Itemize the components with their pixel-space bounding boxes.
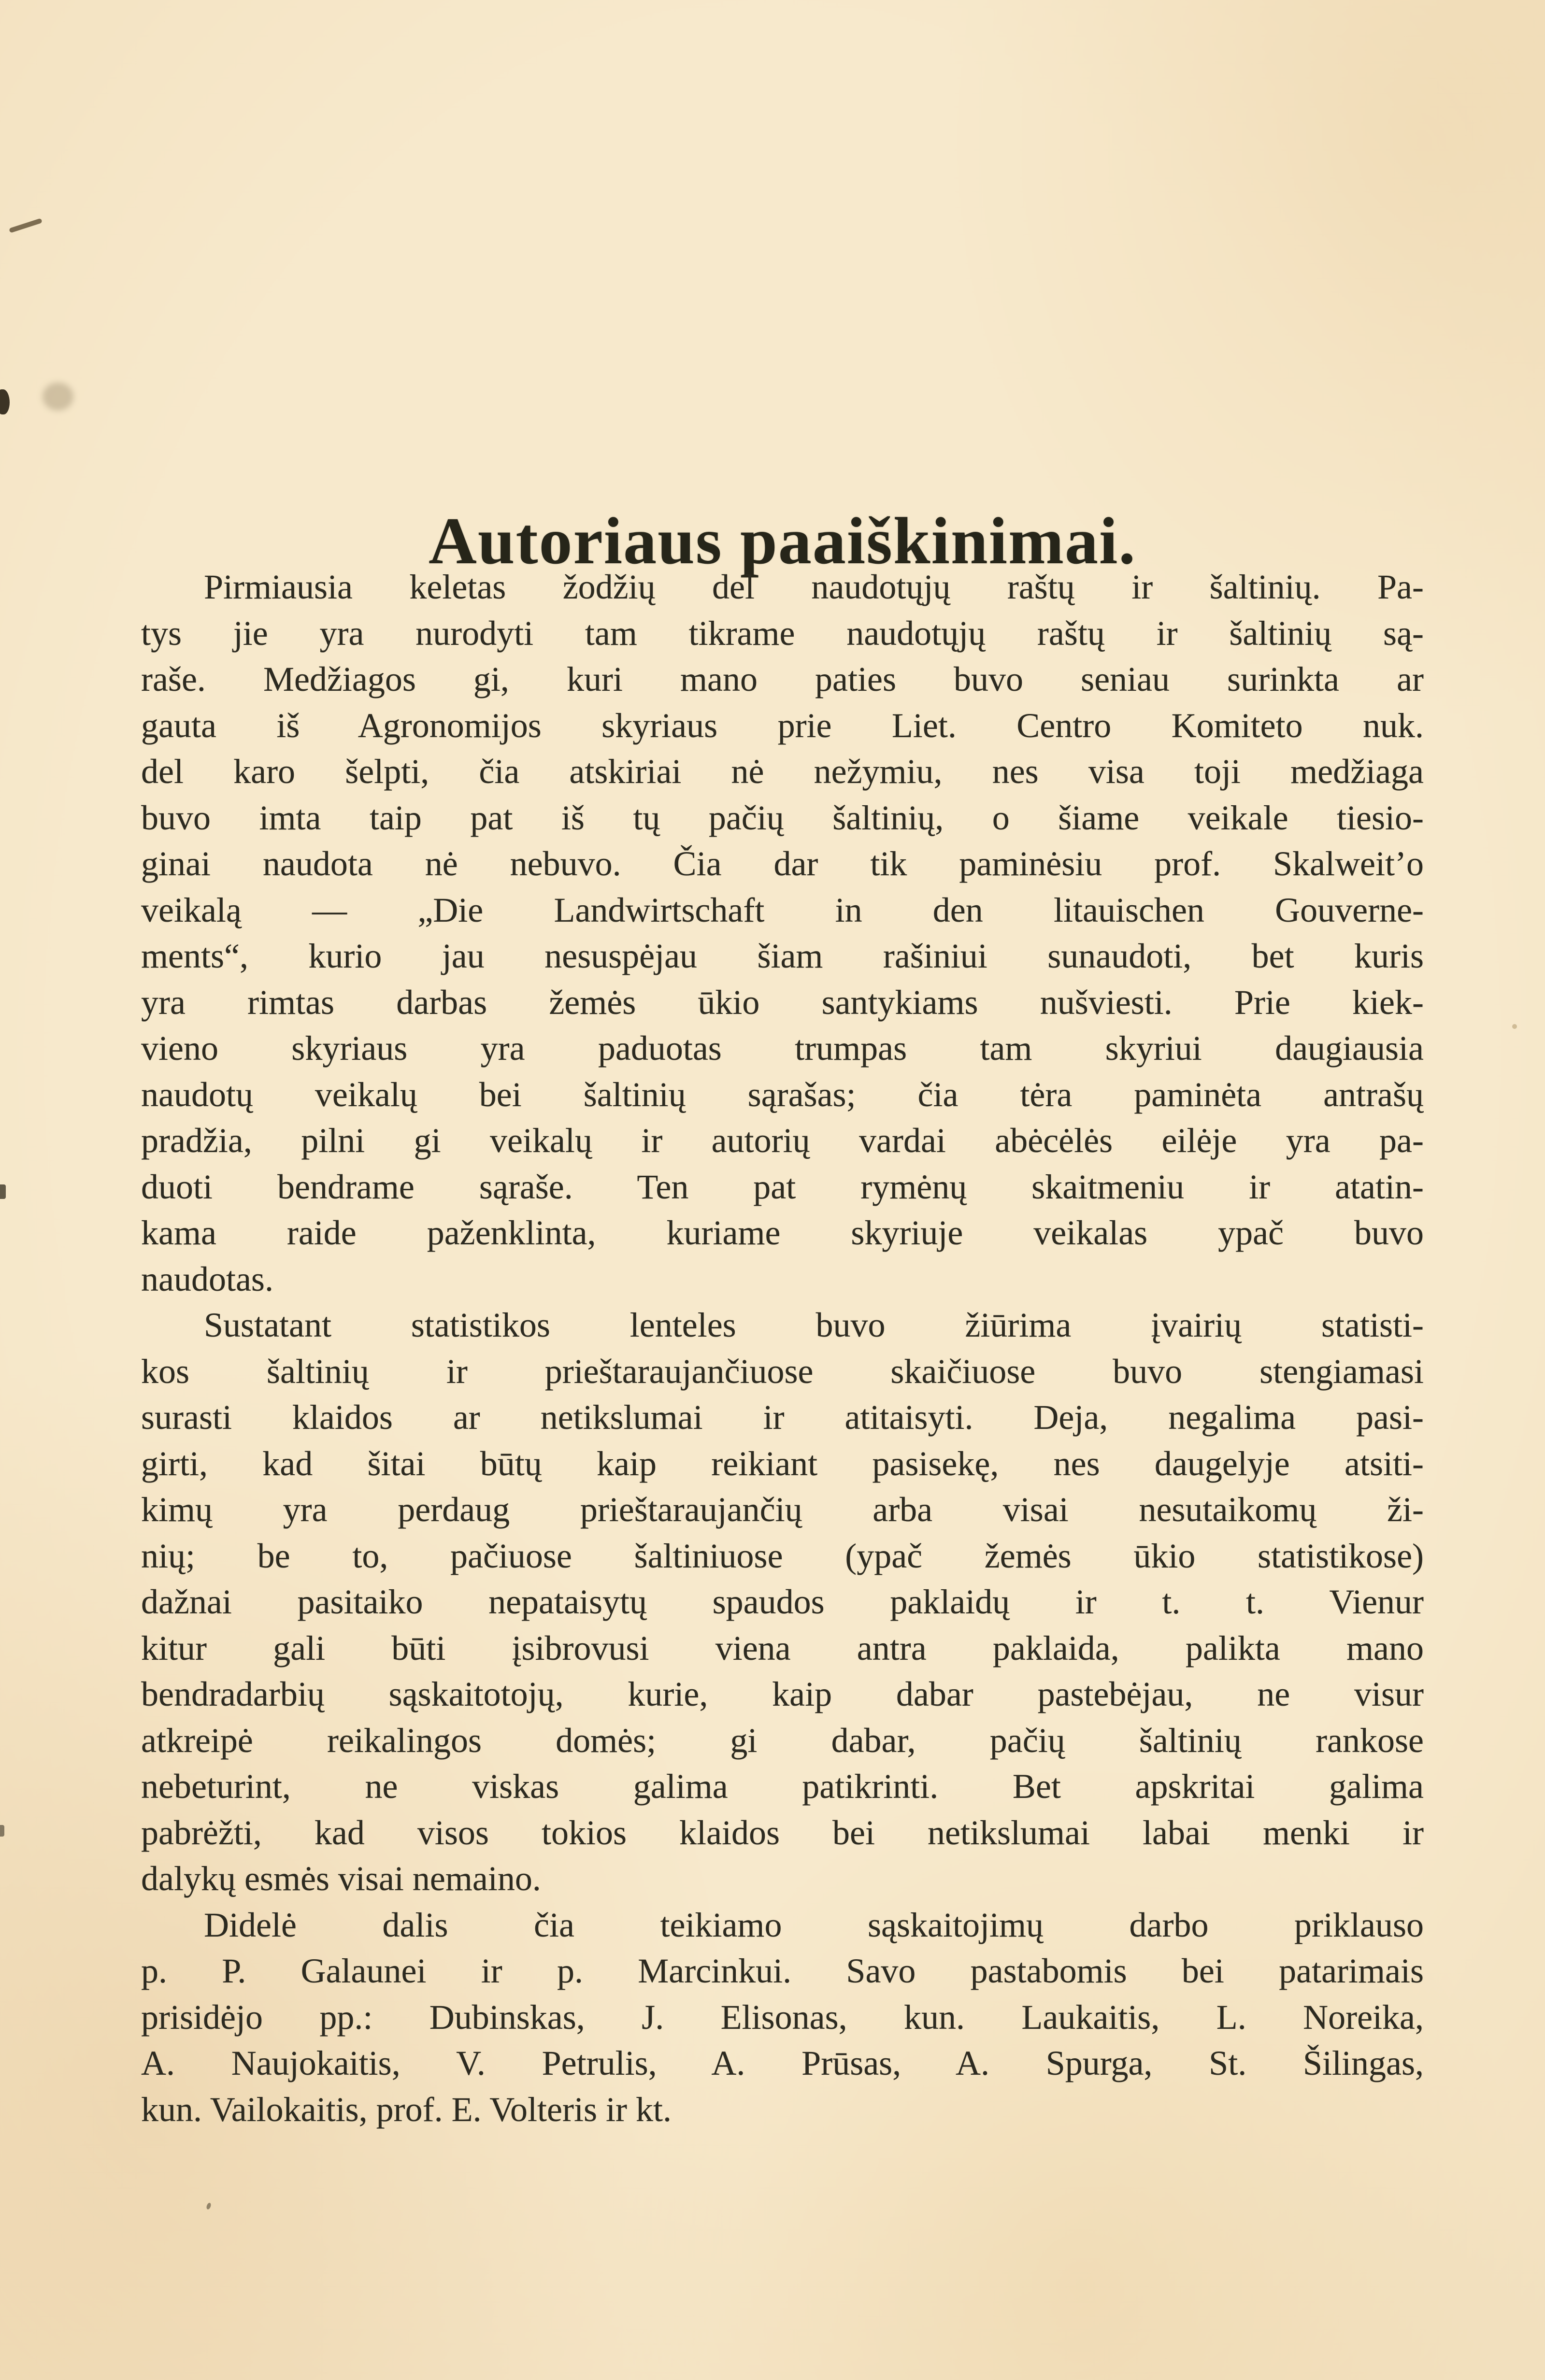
paragraph bbox=[141, 564, 1424, 1302]
text-line: pabrėžti, kad visos tokios klaidos bei netikslumai labai menki ir bbox=[141, 1813, 1424, 1852]
text-line: nių; be to, pačiuose šaltiniuose (ypač žemės ūkio statistikose) bbox=[141, 1536, 1424, 1575]
text-line: Didelė dalis čia teikiamo sąskaitojimų darbo priklauso bbox=[204, 1905, 1424, 1944]
text-line: surasti klaidos ar netikslumai ir atitaisyti. Deja, negalima pasi- bbox=[141, 1398, 1424, 1437]
text-line: ments“, kurio jau nesuspėjau šiam rašiniui sunaudoti, bet kuris bbox=[141, 937, 1424, 975]
text-line: veikalą — „Die Landwirtschaft in den litauischen Gouverne- bbox=[141, 890, 1424, 929]
text-line: del karo šelpti, čia atskiriai nė nežymiu, nes visa toji medžiaga bbox=[141, 752, 1424, 791]
text-line: buvo imta taip pat iš tų pačių šaltinių, o šiame veikale tiesio- bbox=[141, 798, 1424, 837]
text-line: Pirmiausia keletas žodžių del naudotųjų raštų ir šaltinių. Pa- bbox=[204, 568, 1424, 606]
text-line: girti, kad šitai būtų kaip reikiant pasisekę, nes daugelyje atsiti- bbox=[141, 1444, 1424, 1483]
paper-smudge bbox=[43, 383, 73, 411]
text-line: A. Naujokaitis, V. Petrulis, A. Prūsas, A. Spurga, St. Šilingas, bbox=[141, 2044, 1424, 2082]
text-line: p. P. Galaunei ir p. Marcinkui. Savo pastabomis bei patarimais bbox=[141, 1952, 1424, 1990]
text-line: kos šaltinių ir prieštaraujančiuose skaičiuose buvo stengiamasi bbox=[141, 1352, 1424, 1391]
ink-speck bbox=[206, 2202, 212, 2210]
text-line: pradžia, pilni gi veikalų ir autorių vardai abėcėlės eilėje yra pa- bbox=[141, 1121, 1424, 1160]
text-line: raše. Medžiagos gi, kuri mano paties buvo seniau surinkta ar bbox=[141, 660, 1424, 698]
text-line: kitur gali būti įsibrovusi viena antra paklaida, palikta mano bbox=[141, 1628, 1424, 1667]
text-line: Sustatant statistikos lenteles buvo žiūrima įvairių statisti- bbox=[204, 1306, 1424, 1344]
text-line: bendradarbių sąskaitotojų, kurie, kaip dabar pastebėjau, ne visur bbox=[141, 1675, 1424, 1713]
text-line: kun. Vailokaitis, prof. E. Volteris ir kt. bbox=[141, 2090, 672, 2129]
text-line: dalykų esmės visai nemaino. bbox=[141, 1859, 541, 1898]
ink-speck bbox=[0, 1184, 6, 1199]
text-line: prisidėjo pp.: Dubinskas, J. Elisonas, kun. Laukaitis, L. Noreika, bbox=[141, 1997, 1424, 2037]
text-line: naudotų veikalų bei šaltinių sąrašas; čia tėra paminėta antrašų bbox=[141, 1075, 1424, 1114]
text-line: naudotas. bbox=[141, 1259, 273, 1298]
page-title: Autoriaus paaiškinimai. bbox=[429, 504, 1136, 578]
paragraph bbox=[141, 1902, 1424, 2133]
text-line: tys jie yra nurodyti tam tikrame naudotųjų raštų ir šaltinių są- bbox=[141, 613, 1424, 653]
paragraph bbox=[141, 1302, 1424, 1902]
ink-speck bbox=[0, 389, 10, 414]
ink-speck bbox=[1512, 1024, 1517, 1029]
text-line: kimų yra perdaug prieštaraujančių arba visai nesutaikomų ži- bbox=[141, 1490, 1424, 1529]
text-line: dažnai pasitaiko nepataisytų spaudos paklaidų ir t. t. Vienur bbox=[141, 1582, 1424, 1621]
text-line: yra rimtas darbas žemės ūkio santykiams nušviesti. Prie kiek- bbox=[141, 983, 1424, 1022]
text-line: vieno skyriaus yra paduotas trumpas tam skyriui daugiausia bbox=[141, 1029, 1424, 1068]
text-block bbox=[141, 564, 1424, 2133]
text-line: kama raide paženklinta, kuriame skyriuje veikalas ypač buvo bbox=[141, 1213, 1424, 1252]
ink-speck bbox=[9, 218, 43, 233]
text-line: atkreipė reikalingos domės; gi dabar, pačių šaltinių rankose bbox=[141, 1721, 1424, 1760]
ink-speck bbox=[0, 1825, 4, 1837]
text-line: duoti bendrame sąraše. Ten pat rymėnų skaitmeniu ir atatin- bbox=[141, 1167, 1424, 1206]
text-line: gauta iš Agronomijos skyriaus prie Liet. Centro Komiteto nuk. bbox=[141, 706, 1424, 745]
text-line: nebeturint, ne viskas galima patikrinti. Bet apskritai galima bbox=[141, 1767, 1424, 1806]
text-line: ginai naudota nė nebuvo. Čia dar tik paminėsiu prof. Skalweit’o bbox=[141, 844, 1424, 883]
